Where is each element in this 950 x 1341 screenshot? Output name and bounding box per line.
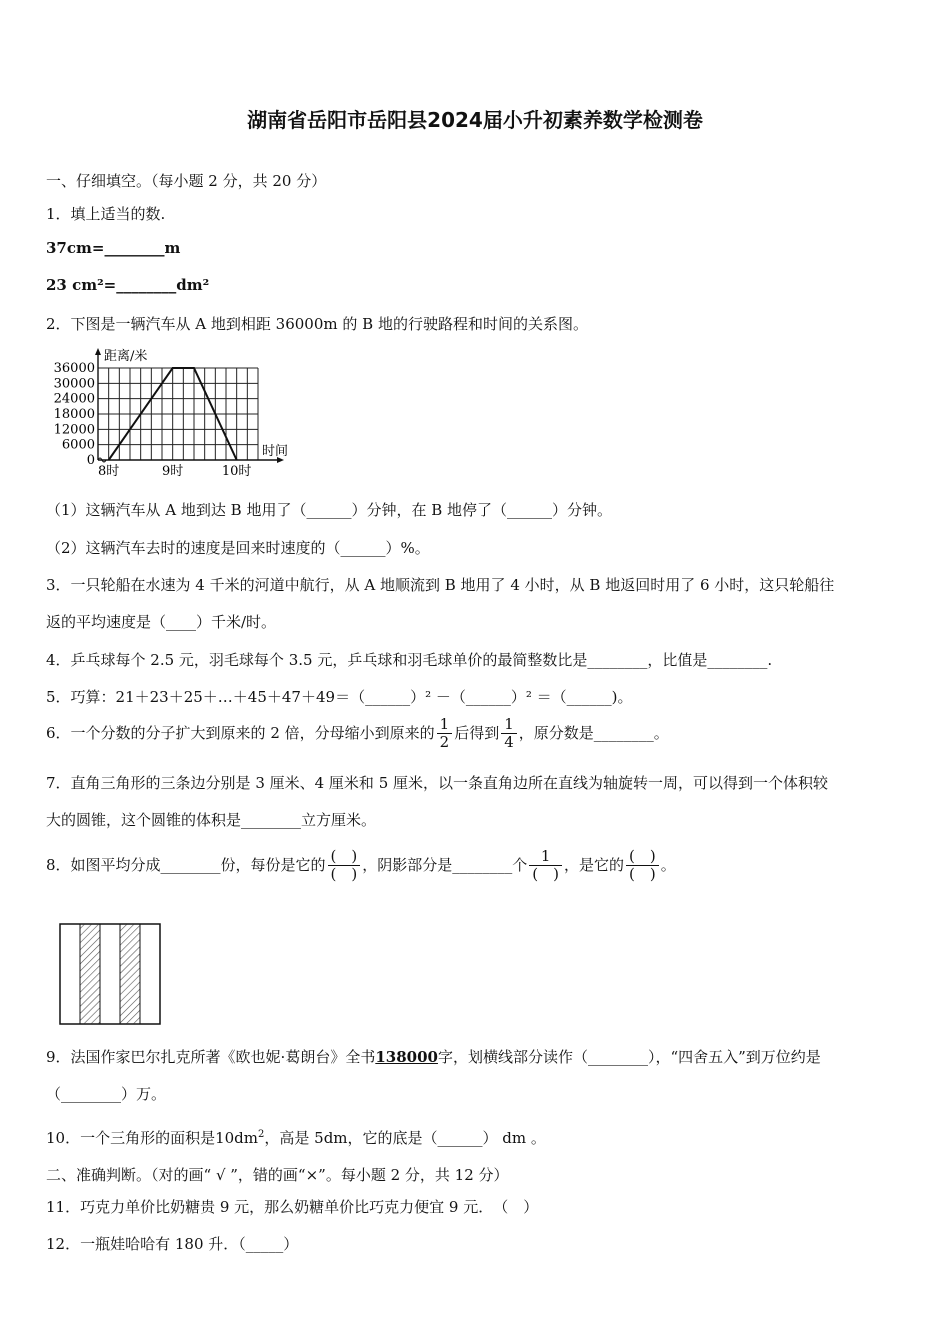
x-axis-label: 时间 [262,444,289,459]
q8-post: 。 [660,855,676,874]
q1-b-right: dm² [176,276,210,294]
distance-time-chart [40,342,310,482]
x-tick-label: 10时 [221,464,252,479]
q1-b [46,276,209,294]
q10-post: ，高是 5dm，它的底是（______） dm 。 [264,1129,546,1147]
q6-fraction-1: $\frac{1}{2}$ [437,716,453,752]
q6-post: ，原分数是________。 [518,723,669,742]
y-tick-label: 0 [86,453,95,468]
y-tick-label: 36000 [53,361,95,376]
q1-a-left: 37cm= [46,239,105,257]
q2-sub2: （2）这辆汽车去时的速度是回来时速度的（______）%。 [46,539,430,557]
q3-line2: 返的平均速度是（____）千米/时。 [46,613,277,631]
chart-grid [98,368,258,460]
q1-a-blank[interactable]: ________ [104,239,165,257]
q6-pre: 6．一个分数的分子扩大到原来的 2 倍，分母缩小到原来的 [46,723,435,742]
q9-underlined-number: 138000 [375,1048,438,1066]
q1-b-left: 23 cm²= [46,276,117,294]
q11: 11．巧克力单价比奶糖贵 9 元，那么奶糖单价比巧克力便宜 9 元． （ ） [46,1198,539,1216]
q2-stem: 2．下图是一辆汽车从 A 地到相距 36000m 的 B 地的行驶路程和时间的关系图。 [46,315,588,333]
y-tick-label: 24000 [53,391,95,407]
q7-line2: 大的圆锥，这个圆锥的体积是________立方厘米。 [46,811,377,829]
q10-area-exponent: 2 [258,1129,265,1140]
y-tick-label: 30000 [53,376,95,392]
shaded-strip-1 [80,924,100,1024]
q3-line1: 3．一只轮船在水速为 4 千米的河道中航行，从 A 地顺流到 B 地用了 4 小时，从 B 地返回时用了 6 小时，这只轮船往 [46,576,835,594]
y-axis-label: 距离/米 [104,349,148,364]
q6-fraction-2: $\frac{1}{4}$ [501,716,517,752]
page-title: 湖南省岳阳市岳阳县2024届小升初素养数学检测卷 [247,108,703,132]
q1-b-blank[interactable]: ________ [116,276,177,294]
shaded-strip-2 [120,924,140,1024]
q5: 5．巧算：21＋23＋25＋…＋45＋47＋49＝（______）² －（______）² ＝（______)。 [46,688,633,706]
x-tick-label: 8时 [98,464,120,479]
q10-area: 10dm [215,1129,259,1147]
q10-pre: 10．一个三角形的面积是 [46,1129,216,1147]
q8-pre: 8．如图平均分成________份，每份是它的 [46,855,326,874]
q1-stem: 1．填上适当的数. [46,205,166,223]
q9-post: 字，划横线部分读作（________），“四舍五入”到万位约是 [437,1048,821,1066]
y-tick-label: 12000 [53,422,95,438]
q8-fraction-c: $\frac{( )}{( )}$ [626,848,659,884]
q8-fraction-a: $\frac{( )}{( )}$ [328,848,361,884]
y-tick-label: 6000 [61,437,95,453]
figure-outline [60,924,160,1024]
q2-sub1: （1）这辆汽车从 A 地到达 B 地用了（______）分钟，在 B 地停了（______）分钟。 [46,501,613,519]
chart-series [98,368,237,462]
q1-a [46,239,180,257]
q10 [46,1127,546,1148]
q8-striped-rectangle-figure [58,922,164,1028]
y-axis-arrow [95,348,101,355]
q6-mid: 后得到 [454,723,500,742]
q8-mid2: ，是它的 [564,855,625,874]
x-tick-label: 9时 [162,464,184,479]
q8-mid1: ，阴影部分是________个 [362,855,528,874]
section-2-heading: 二、准确判断。（对的画“ √ ”，错的画“×”。每小题 2 分，共 12 分） [46,1166,509,1184]
q4: 4．乒乓球每个 2.5 元，羽毛球每个 3.5 元，乒乓球和羽毛球单价的最简整数比是________，比值是________. [46,651,773,669]
q8 [46,848,676,884]
q9-pre: 9．法国作家巴尔扎克所著《欧也妮·葛朗台》全书 [46,1048,376,1066]
q1-a-right: m [164,239,181,257]
y-tick-label: 18000 [53,407,95,422]
chart-axes [95,348,284,463]
section-1-heading: 一、仔细填空。（每小题 2 分，共 20 分） [46,172,327,190]
q6 [46,716,669,752]
q9-line1 [46,1046,821,1067]
q7-line1: 7．直角三角形的三条边分别是 3 厘米、4 厘米和 5 厘米，以一条直角边所在直线为轴旋转一周，可以得到一个体积较 [46,774,829,792]
q8-fraction-b: $\frac{1}{( )}$ [529,848,562,884]
q9-line2: （________）万。 [46,1085,167,1103]
q12: 12．一瓶娃哈哈有 180 升．（_____） [46,1235,299,1253]
